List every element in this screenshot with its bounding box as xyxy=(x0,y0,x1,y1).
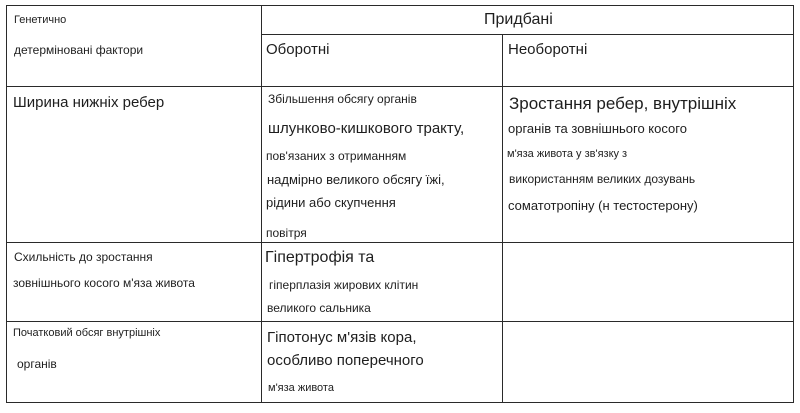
row1-reversible-line5: рідини або скупчення xyxy=(266,195,396,210)
column-divider-2 xyxy=(502,34,503,403)
header-reversible: Оборотні xyxy=(266,41,330,58)
row3-reversible-line3: м'яза живота xyxy=(268,382,334,394)
row1-reversible-line6: повітря xyxy=(266,226,307,240)
row1-irreversible-line5: соматотропіну (н тестостерону) xyxy=(508,198,698,213)
row1-reversible-line4: надмірно великого обсягу їжі, xyxy=(267,172,445,187)
row1-irreversible-line2: органів та зовнішнього косого xyxy=(508,121,687,136)
row1-irreversible-line4: використанням великих дозувань xyxy=(509,172,696,186)
row-divider-1 xyxy=(6,242,794,243)
row1-irreversible-line1: Зростання ребер, внутрішніх xyxy=(509,94,737,113)
header-bottom-line xyxy=(6,86,794,87)
row1-irreversible-line3: м'яза живота у зв'язку з xyxy=(507,148,628,160)
header-genetic-line2: детерміновані фактори xyxy=(14,43,144,57)
row2-reversible-line1: Гіпертрофія та xyxy=(265,249,375,266)
header-irreversible: Необоротні xyxy=(508,41,588,58)
table-border-bottom xyxy=(6,402,794,403)
row3-reversible-line2: особливо поперечного xyxy=(267,352,424,369)
row2-genetic-line2: зовнішнього косого м'яза живота xyxy=(13,276,195,290)
row1-reversible-line2: шлунково-кишкового тракту, xyxy=(268,120,465,137)
table-border-left xyxy=(6,5,7,403)
row2-reversible-line3: великого сальника xyxy=(267,301,371,315)
row1-genetic: Ширина нижніх ребер xyxy=(13,94,165,111)
row2-genetic-line1: Схильність до зростання xyxy=(14,250,153,264)
column-divider-1 xyxy=(261,5,262,403)
header-acquired: Придбані xyxy=(484,11,553,28)
row2-reversible-line2: гіперплазія жирових клітин xyxy=(269,278,419,292)
header-subdivider xyxy=(261,34,794,35)
row1-reversible-line1: Збільшення обсягу органів xyxy=(268,92,417,106)
row3-reversible-line1: Гіпотонус м'язів кора, xyxy=(267,329,417,346)
header-genetic-line1: Генетично xyxy=(14,14,67,26)
table-border-top xyxy=(6,5,794,6)
row3-genetic-line2: органів xyxy=(17,357,57,371)
row3-genetic-line1: Початковий обсяг внутрішніх xyxy=(13,327,161,339)
table-border-right xyxy=(793,5,794,403)
row-divider-2 xyxy=(6,321,794,322)
row1-reversible-line3: пов'язаних з отриманням xyxy=(266,149,407,163)
